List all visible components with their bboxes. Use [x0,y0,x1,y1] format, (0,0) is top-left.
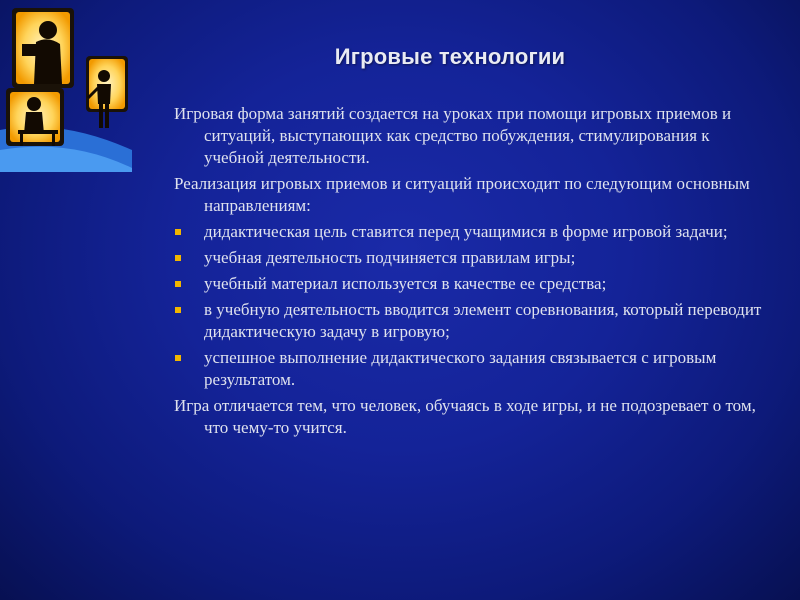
square-bullet-icon [175,281,181,287]
bullet-text: дидактическая цель ставится перед учащимися в форме игровой задачи; [204,222,728,241]
bullet-item [174,273,764,295]
bullet-text: в учебную деятельность вводится элемент соревнования, который переводит дидактическую задачу в игровую; [204,300,762,341]
paragraph-intro: Игровая форма занятий создается на уроках при помощи игровых приемов и ситуаций, выступающих как средство побуждения, стимулирования к учебной деятельности. [174,104,732,167]
slide-title: Игровые технологии [334,44,566,69]
bullet-item [174,347,764,391]
bullet-text: успешное выполнение дидактического задания связывается с игровым результатом. [204,348,717,389]
square-bullet-icon [175,255,181,261]
silhouette-figures-art [0,0,132,172]
paragraph-directions: Реализация игровых приемов и ситуаций происходит по следующим основным направлениям: [174,174,750,215]
bullet-list [174,221,764,391]
bullet-text: учебная деятельность подчиняется правилам игры; [204,248,576,267]
bullet-item [174,247,764,269]
paragraph-conclusion: Игра отличается тем, что человек, обучаясь в ходе игры, и не подозревает о том, что чему-то учится. [174,396,756,437]
bullet-text: учебный материал используется в качестве ее средства; [204,274,607,293]
square-bullet-icon [175,229,181,235]
bullet-item [174,299,764,343]
square-bullet-icon [175,355,181,361]
slide-body [174,103,764,443]
square-bullet-icon [175,307,181,313]
bullet-item [174,221,764,243]
